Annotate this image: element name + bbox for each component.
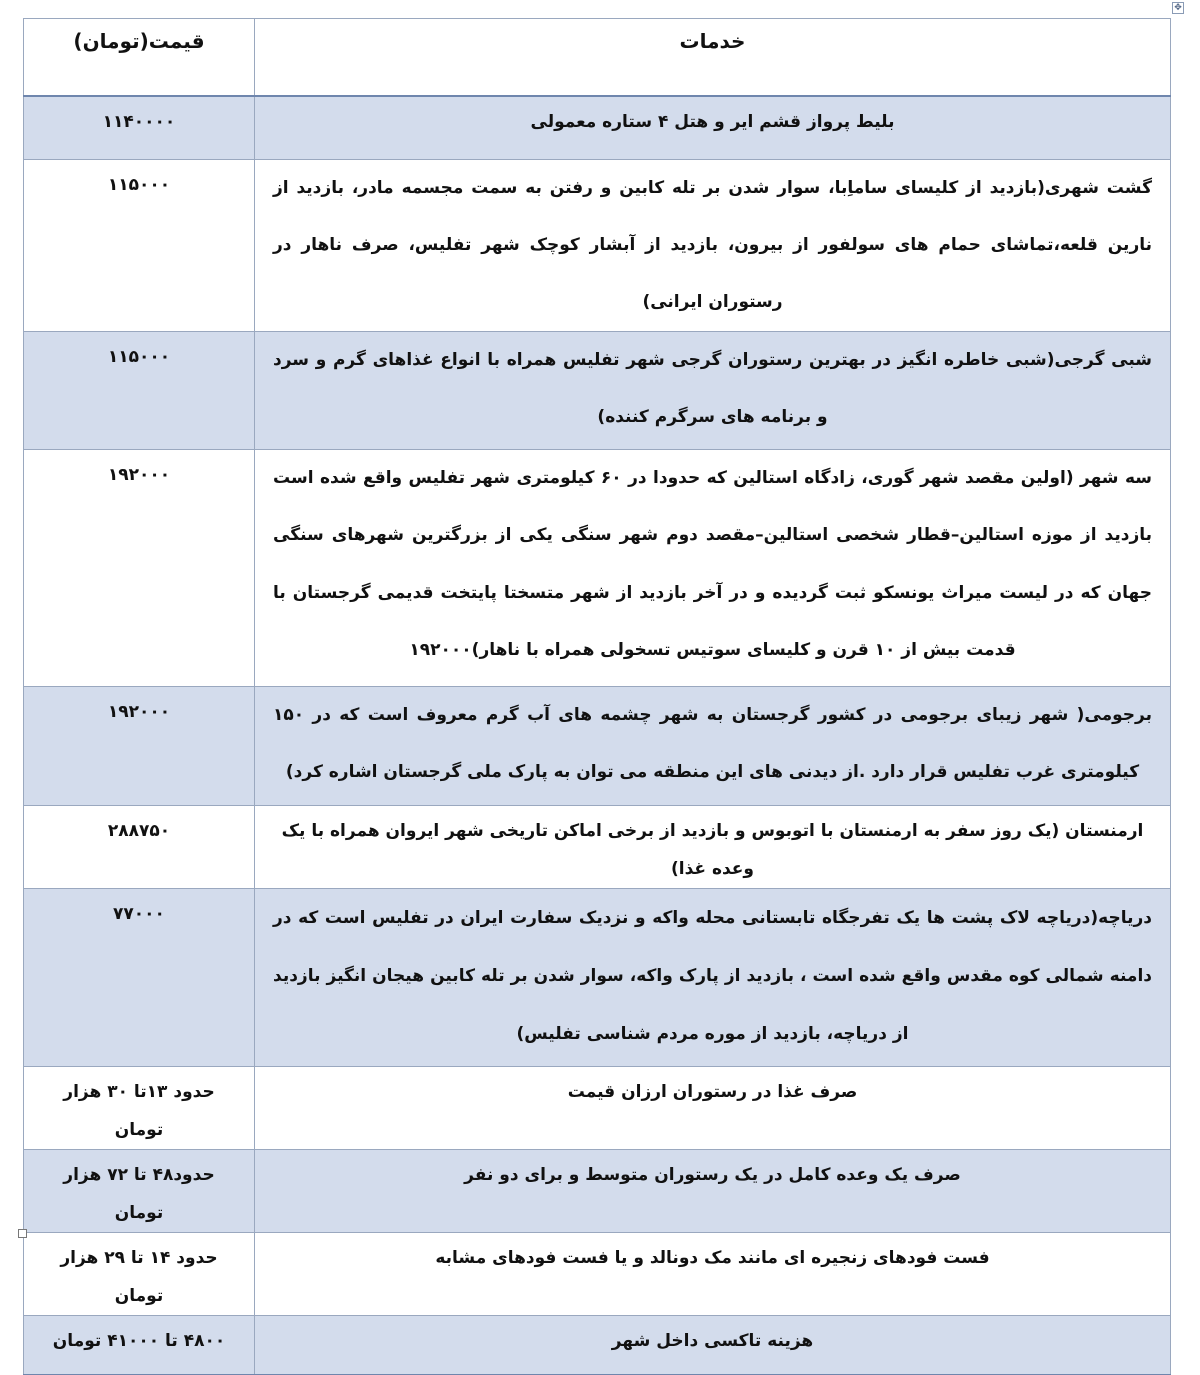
table-row [24,159,1171,331]
service-cell: فست فودهای زنجیره ای مانند مک دونالد و یا فست فودهای مشابه [255,1232,1171,1315]
service-cell: ارمنستان (یک روز سفر به ارمنستان با اتوبوس و بازدید از برخی اماکن تاریخی شهر ایروان همراه با یک وعده غذا) [255,805,1171,888]
service-cell: شبی گرجی(شبی خاطره انگیز در بهترین رستوران گرجی شهر تفلیس همراه با انواع غذاهای گرم و سرد و برنامه های سرگرم کننده) [255,331,1171,449]
price-cell: حدود ۱۴ تا ۲۹ هزار تومان [24,1232,255,1315]
price-cell: ۱۱۵۰۰۰ [24,159,255,331]
service-cell: بلیط پرواز قشم ایر و هتل ۴ ستاره معمولی [255,96,1171,159]
price-cell: ۱۱۵۰۰۰ [24,331,255,449]
table-row [24,449,1171,686]
header-services: خدمات [255,19,1171,97]
service-cell: صرف یک وعده کامل در یک رستوران متوسط و برای دو نفر [255,1149,1171,1232]
table-row [24,1232,1171,1315]
service-cell: هزینه تاکسی داخل شهر [255,1315,1171,1374]
table-resize-handle[interactable] [18,1229,27,1238]
price-cell: ۱۹۲۰۰۰ [24,686,255,805]
header-price: قیمت(تومان) [24,19,255,97]
service-cell: گشت شهری(بازدید از کلیسای ساماِبا، سوار شدن بر تله کابین و رفتن به سمت مجسمه مادر، بازدید از نارین قلعه،تماشای حمام های سولفور از بیرون، بازدید از آبشار کوچک شهر تفلیس، صرف ناهار در رستوران ایرانی) [255,159,1171,331]
price-cell: ۲۸۸۷۵۰ [24,805,255,888]
table-header-row [24,19,1171,97]
table-row [24,1149,1171,1232]
price-cell: ۴۸۰۰ تا ۴۱۰۰۰ تومان [24,1315,255,1374]
table-row [24,888,1171,1066]
table-row [24,686,1171,805]
price-cell: حدود۴۸ تا ۷۲ هزار تومان [24,1149,255,1232]
price-cell: ۱۹۲۰۰۰ [24,449,255,686]
price-cell: ۱۱۴۰۰۰۰ [24,96,255,159]
table-row [24,96,1171,159]
price-cell: ۷۷۰۰۰ [24,888,255,1066]
services-price-table [23,18,1171,1375]
table-move-icon[interactable]: ✥ [1172,2,1184,14]
service-cell: برجومی( شهر زیبای برجومی در کشور گرجستان به شهر چشمه های آب گرم معروف است که در ۱۵۰ کیلومتری غرب تفلیس قرار دارد .از دیدنی های این منطقه می توان به پارک ملی گرجستان اشاره کرد) [255,686,1171,805]
table-row [24,1066,1171,1149]
service-cell: سه شهر (اولین مقصد شهر گوری، زادگاه استالین که حدودا در ۶۰ کیلومتری شهر تفلیس واقع شده است بازدید از موزه استالین–قطار شخصی استالین–مقصد دوم شهر سنگی یکی از بزرگترین شهرهای سنگی جهان که در لیست میراث یونسکو ثبت گردیده و در آخر بازدید از شهر متسختا پایتخت قدیمی گرجستان با قدمت بیش از ۱۰ قرن و کلیسای سوتیس تسخولی همراه با ناهار)۱۹۲۰۰۰ [255,449,1171,686]
table-row [24,331,1171,449]
service-cell: دریاچه(دریاچه لاک پشت ها یک تفرجگاه تابستانی محله واکه و نزدیک سفارت ایران در تفلیس است که در دامنه شمالی کوه مقدس واقع شده است ، بازدید از پارک واکه، سوار شدن بر تله کابین هیجان انگیز بازدید از دریاچه، بازدید از موره مردم شناسی تفلیس) [255,888,1171,1066]
table-row [24,1315,1171,1374]
service-cell: صرف غذا در رستوران ارزان قیمت [255,1066,1171,1149]
table-row [24,805,1171,888]
price-cell: حدود ۱۳تا ۳۰ هزار تومان [24,1066,255,1149]
